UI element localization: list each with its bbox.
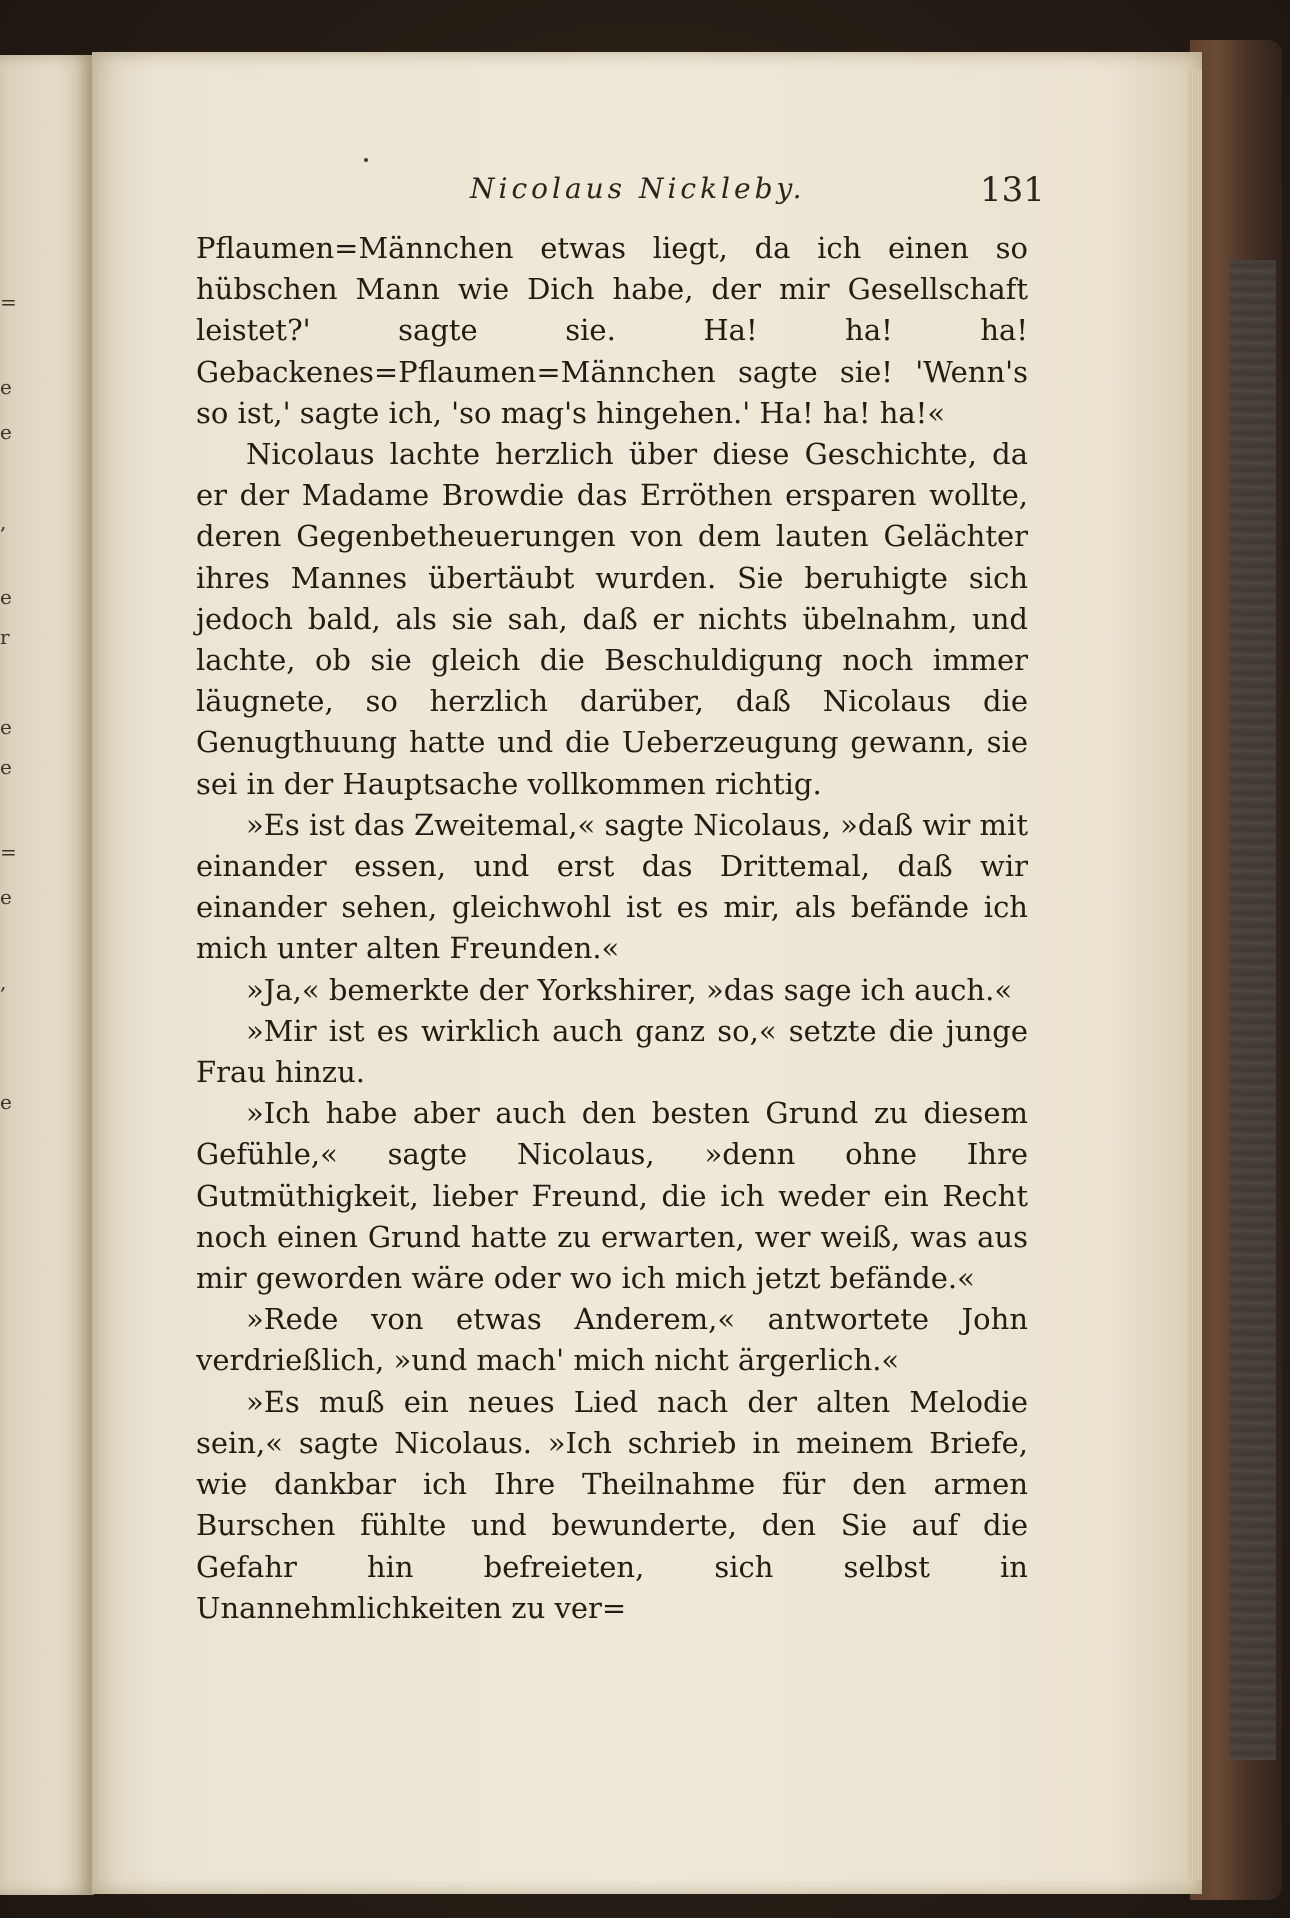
paragraph: »Rede von etwas Anderem,« antwortete John verdrießlich, »und mach' mich nicht ärgerlich.« — [196, 1302, 1028, 1378]
paragraph: »Mir ist es wirklich auch ganz so,« setzte die junge Frau hinzu. — [196, 1013, 1028, 1090]
paragraph: »Ja,« bemerkte der Yorkshirer, »das sage ich auch.« — [246, 972, 1013, 1007]
previous-page-margin — [0, 55, 94, 1895]
previous-page-glyph: e — [0, 755, 12, 779]
previous-page-glyph: = — [0, 840, 17, 864]
printer-mark — [364, 158, 368, 162]
previous-page-glyph: e — [0, 585, 12, 609]
previous-page-glyph: e — [0, 375, 12, 399]
previous-page-glyph: e — [0, 1090, 12, 1114]
paragraph: Pflaumen=Männchen etwas liegt, da ich einen so hübschen Mann wie Dich habe, der mir Gesellschaft leistet?' sagte sie. Ha! ha! ha! Gebackenes=Pflaumen=Männchen sagte sie! 'Wenn's so ist,' sagte ich, 'so mag's hingehen.' Ha! ha! ha!« — [196, 231, 1028, 430]
paragraph: »Es ist das Zweitemal,« sagte Nicolaus, »daß wir mit einander essen, und erst das Drittemal, daß wir einander sehen, gleichwohl ist es mir, als befände ich mich unter alten Freunden.« — [196, 807, 1028, 966]
previous-page-glyph: e — [0, 715, 12, 739]
previous-page-glyph: = — [0, 290, 17, 314]
page-stack-edge — [1188, 70, 1202, 1880]
previous-page-glyph: e — [0, 885, 12, 909]
previous-page-glyph: r — [0, 625, 10, 649]
book-cover-band — [1230, 260, 1276, 1760]
paragraph: »Ich habe aber auch den besten Grund zu diesem Gefühle,« sagte Nicolaus, »denn ohne Ihre Gutmüthigkeit, lieber Freund, die ich weder ein Recht noch einen Grund hatte zu erwarten, wer weiß, was aus mir geworden wäre oder wo ich mich jetzt befände.« — [196, 1096, 1028, 1296]
previous-page-glyph: , — [0, 510, 7, 534]
previous-page-glyph: , — [0, 970, 7, 994]
previous-page-glyph: e — [0, 420, 12, 444]
paragraph: Nicolaus lachte herzlich über diese Geschichte, da er der Madame Browdie das Erröthen ersparen wollte, deren Gegenbetheuerungen von dem lauten Gelächter ihres Mannes übertäubt wurden. Sie beruhigte sich jedoch bald, als sie sah, daß er nichts übelnahm, und lachte, ob sie gleich die Beschuldigung noch immer läugnete, so herzlich darüber, daß Nicolaus die Genugthuung hatte und die Ueberzeugung gewann, sie sei in der Hauptsache vollkommen richtig. — [196, 437, 1028, 801]
running-title: Nicolaus Nickleby. — [470, 172, 806, 205]
body-text — [196, 228, 1028, 1629]
paragraph: »Es muß ein neues Lied nach der alten Melodie sein,« sagte Nicolaus. »Ich schrieb in meinem Briefe, wie dankbar ich Ihre Theilnahme für den armen Burschen fühlte und bewunderte, den Sie auf die Gefahr hin befreieten, sich selbst in Unannehmlichkeiten zu ver= — [196, 1384, 1028, 1625]
page-number: 131 — [980, 170, 1045, 210]
